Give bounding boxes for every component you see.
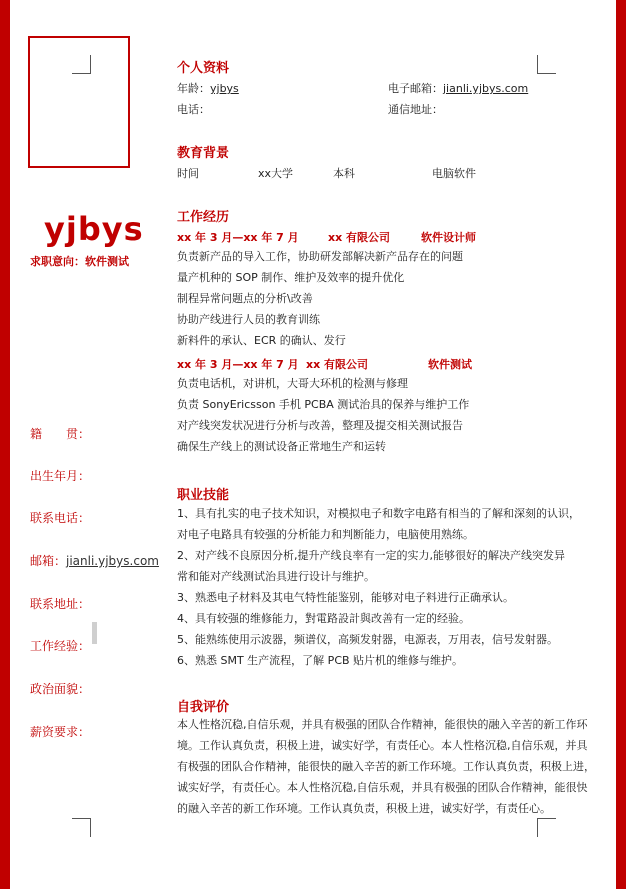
job-2-period: xx 年 3 月—xx 年 7 月 (177, 358, 299, 371)
section-title-self-eval: 自我评价 (177, 700, 230, 715)
edu-school: xx大学 (258, 167, 294, 180)
sidebar-field-political (30, 680, 90, 697)
candidate-name: yjbys (44, 210, 144, 248)
job-1-duty: 新料件的承认、ECR 的确认、发行 (177, 334, 346, 347)
skill-line: 2、对产线不良原因分析,提升产线良率有一定的实力,能够很好的解决产线突发异 (177, 549, 565, 562)
skill-line: 6、熟悉 SMT 生产流程，了解 PCB 贴片机的维修与维护。 (177, 654, 464, 667)
sidebar-field-experience (30, 637, 90, 654)
age-row (177, 80, 239, 96)
section-title-education: 教育背景 (177, 146, 230, 161)
email-value[interactable]: jianli.yjbys.com (443, 82, 529, 95)
job-1-position: 软件设计师 (421, 231, 476, 244)
job-1-duty: 协助产线进行人员的教育训练 (177, 313, 320, 326)
skill-line: 5、能熟练使用示波器，频谱仪，高频发射器，电源表，万用表，信号发射器。 (177, 633, 558, 646)
crop-mark-bottom-right (537, 818, 556, 837)
job-2-company: xx 有限公司 (306, 358, 369, 371)
email-label: 电子邮箱： (388, 82, 443, 95)
section-title-personal: 个人资料 (177, 61, 230, 76)
sidebar-field-hometown (30, 425, 90, 442)
field-label: 出生年月： (30, 469, 91, 483)
left-red-border (0, 0, 10, 889)
job-2-position: 软件测试 (428, 358, 472, 371)
section-title-work: 工作经历 (177, 210, 230, 225)
job-1-duty: 量产机种的 SOP 制作、维护及效率的提升优化 (177, 271, 405, 284)
field-label: 政治面貌： (30, 682, 91, 696)
crop-mark-bottom-left (72, 818, 91, 837)
skill-line: 对电子电路具有较强的分析能力和判断能力，电脑使用熟练。 (177, 528, 474, 541)
sidebar-field-birth (30, 467, 90, 484)
address-label: 通信地址： (388, 103, 443, 116)
self-eval-text: 本人性格沉稳,自信乐观，并具有极强的团队合作精神，能很快的融入辛苦的新工作环境。工作认真负责，积极上进，诚实好学，有责任心。本人性格沉稳,自信乐观，并具有极强的团队合作精神，能很快的融入辛苦的新工作环境。工作认真负责，积极上进，诚实好学，有责任心。本人性格沉稳,自信乐观，并具有极强的团队合作精神，能很快的融入辛苦的新工作环境。工作认真负责，积极上进，诚实好学，有责任心。 (177, 718, 595, 815)
sidebar-field-phone (30, 509, 90, 526)
field-label: 联系电话： (30, 511, 91, 525)
job-2-duty: 确保生产线上的测试设备正常地生产和运转 (177, 440, 386, 453)
field-label: 籍 贯： (30, 427, 91, 441)
email-link[interactable]: jianli.yjbys.com (66, 554, 159, 568)
email-row (388, 80, 528, 96)
job-2-duty: 负责 SonyEricsson 手机 PCBA 测试治具的保养与维护工作 (177, 398, 470, 411)
sidebar-field-salary (30, 723, 90, 740)
edu-major: 电脑软件 (432, 167, 476, 180)
edu-degree: 本科 (333, 167, 355, 180)
age-label: 年龄： (177, 82, 210, 95)
job-2-duty: 负责电话机，对讲机，大哥大环机的检测与修理 (177, 377, 408, 390)
job-1-company: xx 有限公司 (328, 231, 391, 244)
field-label: 薪资要求： (30, 725, 91, 739)
skill-line: 4、具有较强的维修能力，對電路設計與改善有一定的经验。 (177, 612, 470, 625)
skill-line: 3、熟悉电子材料及其电气特性能鉴别，能够对电子料进行正确承认。 (177, 591, 514, 604)
job-2-duty: 对产线突发状况进行分析与改善，整理及提交相关测试报告 (177, 419, 463, 432)
age-value: yjbys (210, 82, 239, 95)
skill-line: 常和能对产线测试治具进行设计与维护。 (177, 570, 375, 583)
phone-label: 电话： (177, 103, 210, 116)
field-label: 联系地址： (30, 597, 91, 611)
sidebar-field-address (30, 595, 90, 612)
field-label: 工作经验： (30, 639, 91, 653)
field-label: 邮箱： (30, 554, 67, 568)
job-1-duty: 负责新产品的导入工作，协助研发部解决新产品存在的问题 (177, 250, 463, 263)
job-1-duty: 制程异常问题点的分析\改善 (177, 292, 313, 305)
crop-mark-top-right (537, 55, 556, 74)
skill-line: 1、具有扎实的电子技术知识，对模拟电子和数字电路有相当的了解和深刻的认识， (177, 507, 580, 520)
edu-time: 时间 (177, 167, 199, 180)
job-1-period: xx 年 3 月—xx 年 7 月 (177, 231, 299, 244)
section-title-skills: 职业技能 (177, 488, 230, 503)
sidebar-field-email (30, 552, 159, 569)
text-cursor (92, 622, 97, 644)
photo-placeholder (28, 36, 130, 168)
job-intent: 求职意向：软件测试 (30, 255, 129, 268)
right-red-border (616, 0, 626, 889)
